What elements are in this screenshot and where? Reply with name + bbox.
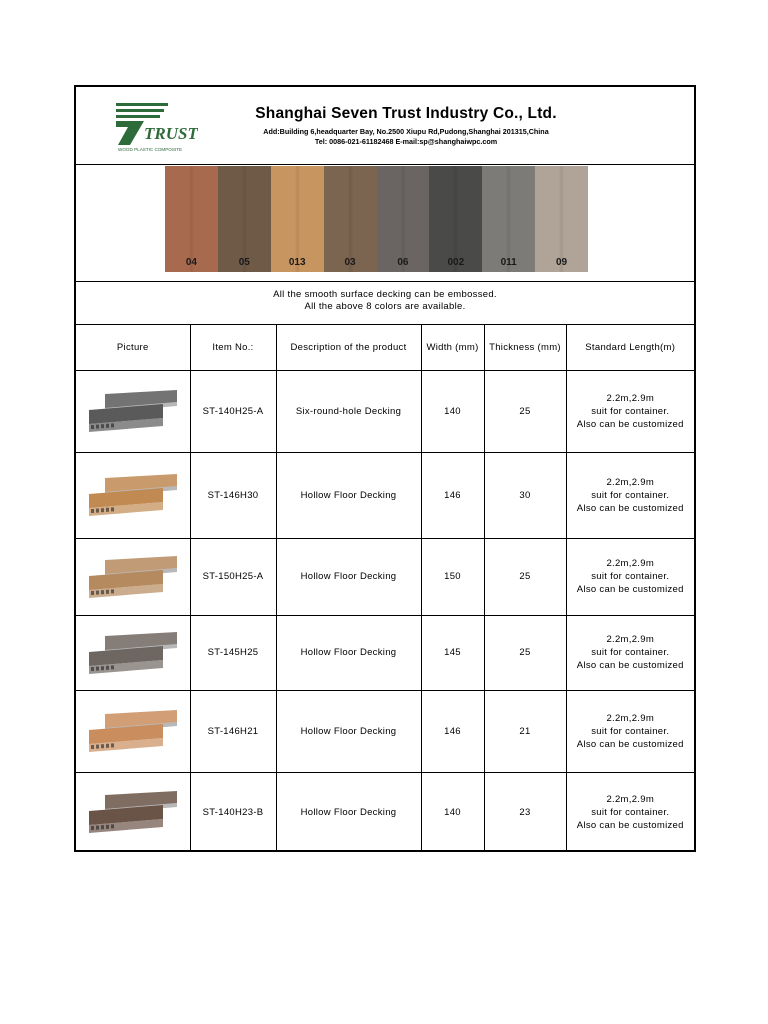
width-value: 140: [421, 370, 484, 452]
emboss-note: All the smooth surface decking can be embossed.: [273, 289, 497, 300]
product-description: Six-round-hole Decking: [276, 370, 421, 452]
item-number: ST-146H30: [190, 452, 276, 538]
product-description: Hollow Floor Decking: [276, 690, 421, 772]
width-value: 140: [421, 772, 484, 852]
decking-board-picture: [85, 548, 181, 606]
length-line: suit for container.: [591, 405, 670, 417]
length-line: suit for container.: [591, 647, 670, 658]
table-header-row: [76, 325, 694, 370]
col-header-description: Description of the product: [276, 325, 421, 370]
length-line: 2.2m,2.9m: [606, 392, 655, 404]
col-header-width: Width (mm): [421, 325, 484, 370]
length-line: Also can be customized: [576, 660, 684, 671]
thickness-value: 25: [484, 538, 566, 615]
picture-cell: [76, 538, 190, 615]
color-swatch-band: [76, 164, 694, 282]
picture-cell: [76, 615, 190, 690]
decking-board-picture: [85, 783, 181, 841]
item-number: ST-140H25-A: [190, 370, 276, 452]
table-row: [76, 452, 694, 538]
logo-tagline: WOOD PLASTIC COMPOSITE: [118, 147, 183, 152]
logo-wordmark: TRUST: [144, 124, 198, 143]
thickness-value: 21: [484, 690, 566, 772]
thickness-value: 30: [484, 452, 566, 538]
table-row: [76, 538, 694, 615]
contact-line: Tel: 0086-021-61182468 E-mail:sp@shanghaiwpc.com: [314, 137, 498, 146]
color-swatches: [165, 166, 588, 272]
product-description: Hollow Floor Decking: [276, 538, 421, 615]
thickness-value: 25: [484, 370, 566, 452]
company-address: [236, 127, 576, 147]
length-line: 2.2m,2.9m: [606, 558, 655, 569]
color-swatch: [377, 166, 430, 272]
thickness-value: 23: [484, 772, 566, 852]
item-number: ST-140H23-B: [190, 772, 276, 852]
decking-board-picture: [85, 702, 181, 760]
swatch-code: 04: [185, 257, 197, 268]
swatch-code: 06: [397, 257, 409, 268]
swatch-code: 013: [288, 257, 306, 268]
width-value: 146: [421, 452, 484, 538]
table-row: [76, 772, 694, 852]
length-line: suit for container.: [591, 489, 670, 501]
length-line: Also can be customized: [576, 418, 684, 430]
standard-length: [566, 538, 694, 615]
swatch-code: 002: [447, 257, 465, 268]
width-value: 145: [421, 615, 484, 690]
length-line: suit for container.: [591, 571, 670, 582]
col-header-picture: Picture: [76, 325, 190, 370]
picture-cell: [76, 772, 190, 852]
swatch-code: 011: [500, 257, 517, 268]
color-swatch: [324, 166, 377, 272]
length-line: 2.2m,2.9m: [606, 634, 655, 645]
header: [76, 87, 694, 165]
color-swatch: [218, 166, 271, 272]
color-swatch: [271, 166, 324, 272]
col-header-length: Standard Length(m): [566, 325, 694, 370]
picture-cell: [76, 690, 190, 772]
standard-length: [566, 370, 694, 452]
table-row: [76, 615, 694, 690]
length-line: 2.2m,2.9m: [606, 712, 655, 724]
swatch-code: 09: [556, 257, 568, 268]
col-header-thickness: Thickness (mm): [484, 325, 566, 370]
thickness-value: 25: [484, 615, 566, 690]
picture-cell: [76, 452, 190, 538]
address-line: Add:Building 6,headquarter Bay, No.2500 Xiupu Rd,Pudong,Shanghai 201315,China: [263, 127, 549, 136]
decking-board-picture: [85, 466, 181, 524]
color-note: [76, 282, 694, 325]
item-number: ST-145H25: [190, 615, 276, 690]
product-description: Hollow Floor Decking: [276, 452, 421, 538]
col-header-item: Item No.:: [190, 325, 276, 370]
swatch-code: 05: [238, 257, 250, 268]
color-swatch: [482, 166, 535, 272]
decking-board-picture: [85, 382, 181, 440]
table-row: [76, 690, 694, 772]
standard-length: [566, 772, 694, 852]
trust-logo: [114, 101, 198, 153]
product-description: Hollow Floor Decking: [276, 772, 421, 852]
item-number: ST-146H21: [190, 690, 276, 772]
colors-note: All the above 8 colors are available.: [304, 301, 466, 312]
swatch-code: 03: [344, 257, 356, 268]
width-value: 146: [421, 690, 484, 772]
length-line: Also can be customized: [576, 502, 684, 514]
picture-cell: [76, 370, 190, 452]
width-value: 150: [421, 538, 484, 615]
length-line: 2.2m,2.9m: [606, 476, 655, 488]
product-table: [76, 325, 694, 852]
length-line: Also can be customized: [576, 584, 684, 595]
length-line: Also can be customized: [576, 819, 684, 831]
product-description: Hollow Floor Decking: [276, 615, 421, 690]
item-number: ST-150H25-A: [190, 538, 276, 615]
color-swatch: [429, 166, 482, 272]
color-swatch: [535, 166, 588, 272]
standard-length: [566, 690, 694, 772]
length-line: 2.2m,2.9m: [606, 793, 655, 805]
decking-board-picture: [85, 624, 181, 682]
company-name: Shanghai Seven Trust Industry Co., Ltd.: [255, 105, 557, 122]
length-line: Also can be customized: [576, 738, 684, 750]
table-row: [76, 370, 694, 452]
standard-length: [566, 452, 694, 538]
product-sheet: [74, 85, 696, 852]
color-swatch: [165, 166, 218, 272]
standard-length: [566, 615, 694, 690]
length-line: suit for container.: [591, 806, 670, 818]
length-line: suit for container.: [591, 725, 670, 737]
